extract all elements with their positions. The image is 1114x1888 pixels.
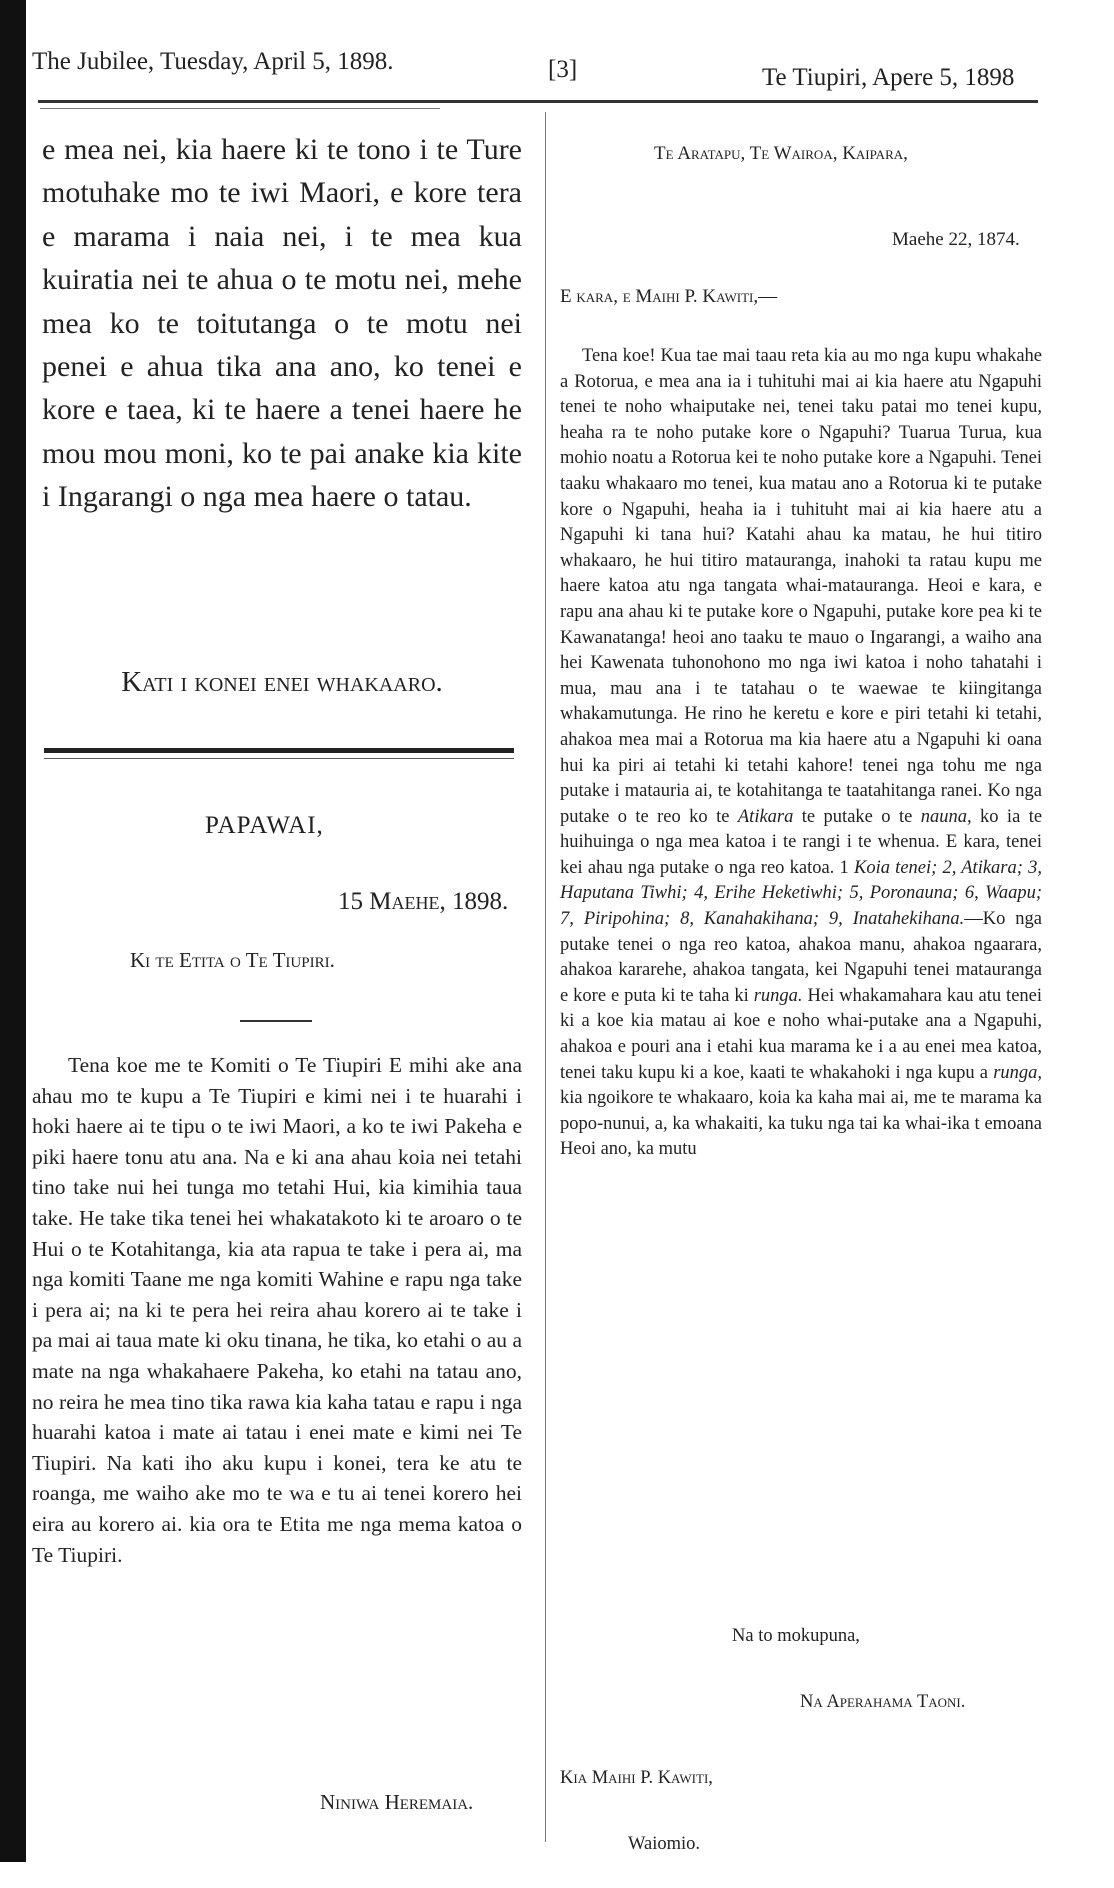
letter1-body: Tena koe! Kua tae mai taau reta kia au mo nga kupu whakahe a Rotorua, e mea ana ia i tuhituhi mai ai kia haere atu Ngapuhi tenei te noho whaiputake nei, tenei taku patai mo tenei kupu, heaha ra te noho putake kore o Ngapuhi? Tuarua Turua, kua mohio noatu a Rotorua kei te noho putake kore a Ngapuhi. Tenei taaku whakaaro mo tenei, kua matau ano a Rotorua ki te putake kore o Ngapuhi, heaha ia i tuhituht mai ai kia haere atu a Ngapuhi ki tana hui? Katahi ahau ka matau, he hui titiro whakaaro, he hui titiro matauranga, inahoki ta ratau kupu me haere katoa atu nga tangata whai-matauranga. Heoi e kara, e rapu ana ahau ki te putake kore o Ngapuhi, putake kore pea ki te Kawanatanga! heoi ano taaku te mauo o Ingarangi, a waiho ana hei Kawenata tuhonohono mo nga iwi katoa i noho tahatahi i mua, mau ana i te tatahau o te waewae te kiingitanga whakamutunga. He rino he keretu e kore e piri tetahi ki tetahi, ahakoa mea mai a Rotorua ma kia haere atu a Ngapuhi ki oana hui ka piri ai tetahi ki tetahi kahore! tenei nga tohu me nga putake i matauria ai, te kotahitanga te taatahitanga ranei. Ko nga putake o te reo ko te [560, 346, 1042, 827]
header-rule-thin [40, 108, 440, 109]
letter1-body-paragraph [560, 344, 1042, 1163]
letter1-italic-nauna: nauna, [920, 806, 972, 827]
page-number: [3] [548, 56, 578, 83]
letter1-italic-atikara: Atikara [737, 806, 794, 827]
letter2-date: 15 Maehe, 1898. [338, 888, 509, 915]
letter1-body-end3: kia ngoikore te whakaaro, koia ka kaha mai ai, me te marama ka popo-nunui, a, ka whakaiti, ka tuku nga tai ka whai-ika t emoana Heoi ano, ka mutu [560, 1088, 1042, 1160]
letter1-body-mid2: ko ia te huihuinga o nga mea katoa i te rangi i te whenua. E kara, tenei kei ahau nga putake o nga reo katoa. 1 [560, 806, 1043, 878]
letter2-signature: Niniwa Heremaia. [320, 1790, 474, 1814]
letter2-place: PAPAWAI, [205, 812, 324, 839]
letter2-body: Tena koe me te Komiti o Te Tiupiri E mihi ake ana ahau mo te kupu a Te Tiupiri e kimi nei i te huarahi i hoki haere ai te tipu o te iwi Maori, a ko te iwi Pakeha e piki haere tonu atu ana. Na e ki ana ahau koia nei tetahi tino take nui hei tunga mo tetahi Hui, kia kimihia taua take. He take tika tenei hei whakatakoto ki te aroaro o te Hui o te Kotahitanga, kia ata rapua te take i pera ai, ma nga komiti Taane me nga komiti Wahine e rapu nga take i pera ai; na ki te pera hei reira ahau korero ai te take i pa mai ai taua mate ki oku tinana, he tika, ko etahi o au a mate na nga whakahaere Pakeha, ko etahi na tatau ano, no reira he mea tino tika rawa kia kaha tatau e rapu i nga huarahi katoa i mate ai tatau i enei mate e kimi nei Te Tiupiri. Na kati iho aku kupu i konei, tera ke atu te roanga, me waiho ake mo te wa e tu ai tenei korero hei eira au korero ai. kia ora te Etita me nga mema katoa o Te Tiupiri. [32, 1053, 522, 1567]
letter1-body-end2: Hei whakamahara kau atu tenei ki a koe kia matau ai koe e noho whai-putake ana a Ngapuhi, ahakoa e pouri ana i etahi kua marama ke i a au enei mea katoa, tenei taku kupu ki a koe, kaati te whakahoki i nga kupu a [560, 985, 1042, 1083]
letter1-date: Maehe 22, 1874. [892, 229, 1020, 250]
letter1-body-block [560, 344, 1042, 1163]
salutation-rule [240, 1020, 312, 1022]
letter2-body-block [32, 1050, 522, 1570]
section-rule-thick [44, 748, 514, 753]
continued-paragraph: e mea nei, kia haere ki te tono i te Ture motuhake mo te iwi Maori, e kore tera e marama i naia nei, i te mea kua kuiratia nei te ahua o te motu nei, mehe mea ko te toitutanga o te motu nei penei e ahua tika ana ano, ko tenei e kore e taea, ki te haere a tenei haere he mou mou moni, ko te pai anake kia kite i Ingarangi o nga mea haere o tatau. [42, 133, 522, 514]
letter1-place: Te Aratapu, Te Wairoa, Kaipara, [654, 143, 908, 164]
binding-edge [0, 0, 26, 1862]
letter1-signature: Na Aperahama Taoni. [800, 1692, 966, 1712]
column-divider [545, 112, 546, 1842]
letter1-body-end: —Ko nga putake tenei o nga reo katoa, ahakoa manu, ahakoa ngaarara, ahakoa kararehe, ahakoa tangata, kei Ngapuhi tenei matauranga e kore e puta ki te taha ki [560, 909, 1042, 1006]
letter2-salutation: Ki te Etita o Te Tiupiri. [130, 948, 335, 972]
letter1-closing: Na to mokupuna, [732, 1626, 860, 1646]
left-continued-article [42, 128, 522, 519]
letter1-body-mid1: te putake o te [801, 806, 913, 827]
closing-line: Kati i konei enei whakaaro. [121, 666, 443, 698]
letter1-italic-runga2: runga, [993, 1062, 1043, 1083]
header-left: The Jubilee, Tuesday, April 5, 1898. [32, 48, 394, 75]
section-rule-thin [44, 758, 514, 759]
letter1-list: Koia tenei; 2, Atikara; 3, Haputana Tiwhi; 4, Erihe Heketiwhi; 5, Poronauna; 6, Waapu; 7, Piripohina; 8, Kanahakihana; 9, Inatahekihana. [560, 857, 1042, 930]
header-right: Te Tiupiri, Apere 5, 1898 [762, 64, 1015, 91]
header-rule [38, 100, 1038, 103]
letter1-addressee-place: Waiomio. [628, 1834, 700, 1854]
letter1-addressee: Kia Maihi P. Kawiti, [560, 1768, 713, 1788]
letter1-salutation: E kara, e Maihi P. Kawiti,— [560, 286, 778, 307]
letter1-italic-runga: runga. [753, 985, 803, 1006]
